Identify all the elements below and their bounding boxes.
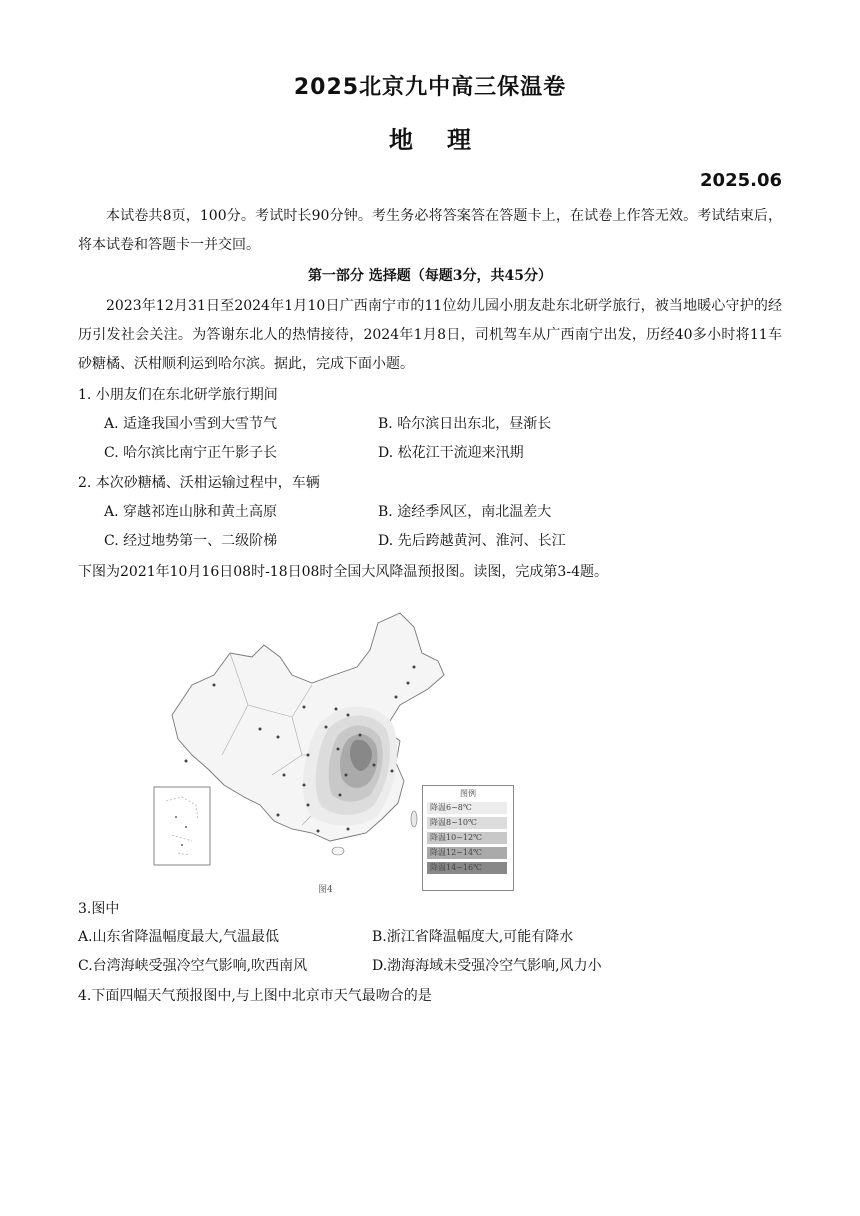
- figure-caption: 图4: [318, 885, 333, 895]
- exam-date: 2025.06: [700, 170, 782, 191]
- legend-label: 降温14~16℃: [430, 863, 483, 872]
- legend-swatch: [427, 802, 507, 814]
- q1-option-a: A. 适逢我国小雪到大雪节气: [104, 416, 278, 432]
- subject-title: 地理: [389, 126, 505, 154]
- q1-option-c: C. 哈尔滨比南宁正午影子长: [104, 445, 278, 461]
- instructions: 本试卷共8页，100分。考试时长90分钟。考生务必将答案答在答题卡上，在试卷上作答无效。考试结束后，将本试卷和答题卡一并交回。: [78, 208, 782, 253]
- south-china-sea-inset: [154, 787, 210, 865]
- question-1-stem: 1. 小朋友们在东北研学旅行期间: [78, 387, 278, 403]
- legend-swatch: [427, 847, 507, 859]
- q1-option-b: B. 哈尔滨日出东北，昼渐长: [378, 416, 552, 432]
- legend-swatch: [427, 832, 507, 844]
- legend-swatch: [427, 817, 507, 829]
- q3-option-d: D.渤海海域未受强冷空气影响,风力小: [372, 958, 602, 974]
- legend-item: [427, 862, 513, 874]
- q2-option-c: C. 经过地势第一、二级阶梯: [104, 533, 278, 549]
- question-3-stem: 3.图中: [78, 901, 120, 917]
- q3-option-a: A.山东省降温幅度最大,气温最低: [78, 929, 280, 945]
- legend-title: 图例: [460, 789, 476, 798]
- legend-swatch: [427, 862, 507, 874]
- legend-item: [427, 802, 513, 814]
- legend-label: 降温12~14℃: [430, 848, 483, 857]
- q3-option-c: C.台湾海峡受强冷空气影响,吹西南风: [78, 958, 308, 974]
- legend-item: [427, 817, 513, 829]
- map-legend: [422, 785, 514, 891]
- question-2-stem: 2. 本次砂糖橘、沃柑运输过程中，车辆: [78, 475, 320, 491]
- legend-label: 降温8~10℃: [430, 818, 477, 827]
- q2-option-a: A. 穿越祁连山脉和黄土高原: [104, 504, 278, 520]
- legend-item: [427, 832, 513, 844]
- legend-items: [423, 802, 513, 874]
- section-title: 第一部分 选择题（每题3分，共45分）: [307, 268, 553, 284]
- q2-option-d: D. 先后跨越黄河、淮河、长江: [378, 533, 566, 549]
- q2-option-b: B. 途经季风区，南北温差大: [378, 504, 552, 520]
- q3-option-b: B.浙江省降温幅度大,可能有降水: [372, 929, 574, 945]
- map-intro: 下图为2021年10月16日08时-18日08时全国大风降温预报图。读图，完成第3-4题。: [78, 564, 608, 580]
- exam-title: 2025北京九中高三保温卷: [293, 75, 567, 100]
- legend-label: 降温6~8℃: [430, 803, 472, 812]
- legend-item: [427, 847, 513, 859]
- cold-wave-map: [152, 605, 532, 893]
- passage-1: 2023年12月31日至2024年1月10日广西南宁市的11位幼儿园小朋友赴东北研学旅行，被当地暖心守护的经历引发社会关注。为答谢东北人的热情接待，2024年1月8日，司机驾车从广西南宁出发，历经40多小时将11车砂糖橘、沃柑顺利运到哈尔滨。据此，完成下面小题。: [78, 298, 782, 372]
- legend-label: 降温10~12℃: [430, 833, 483, 842]
- q1-option-d: D. 松花江干流迎来汛期: [378, 445, 524, 461]
- question-4-stem: 4.下面四幅天气预报图中,与上图中北京市天气最吻合的是: [78, 988, 432, 1004]
